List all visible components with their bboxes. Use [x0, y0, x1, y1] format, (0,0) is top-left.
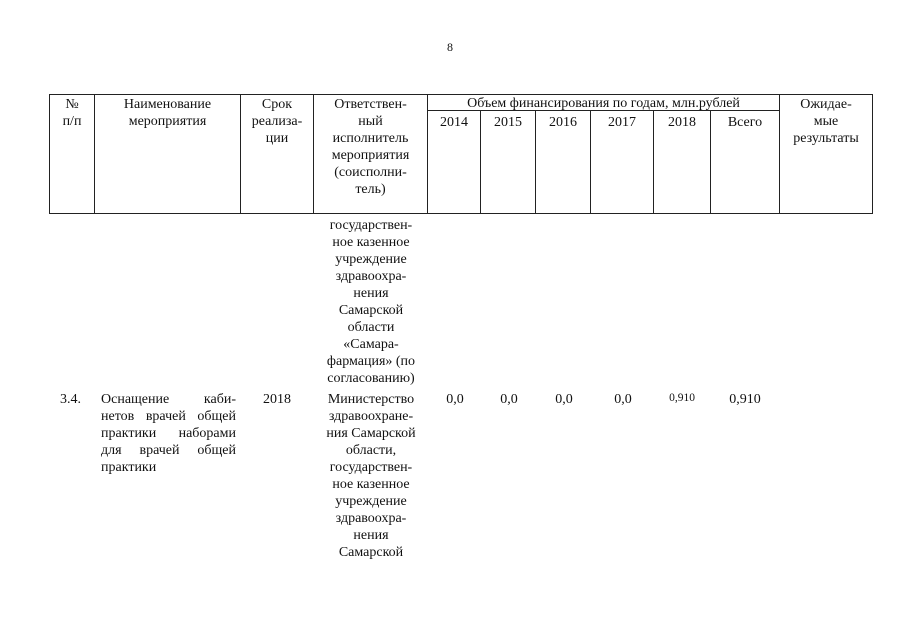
- text-line: практики: [101, 460, 157, 475]
- header-name-line: Наименование: [123, 97, 212, 112]
- header-funding-title: Объем финансирования по годам, млн.рублей: [467, 96, 740, 111]
- header-executor-line: мероприятия: [331, 148, 410, 163]
- text-line: здравоохра-: [335, 511, 407, 526]
- col-divider: [872, 94, 873, 214]
- text-line: ное казенное: [332, 477, 410, 492]
- value-2017: 0,0: [614, 392, 632, 407]
- header-name-line: мероприятия: [128, 114, 207, 129]
- text-line: Самарской: [338, 545, 404, 560]
- header-year-2017: 2017: [608, 115, 636, 130]
- text-line: практики наборами: [101, 426, 236, 441]
- text-line: нения: [353, 286, 389, 301]
- executor-continuation: [315, 217, 427, 387]
- text-line: для врачей общей: [101, 443, 236, 458]
- value-2015: 0,0: [500, 392, 518, 407]
- text-line: области,: [345, 443, 397, 458]
- text-line: учреждение: [335, 494, 407, 509]
- header-term-line: реализа-: [251, 114, 303, 129]
- header-term-line: ции: [265, 131, 289, 146]
- header-num: [50, 96, 94, 130]
- value-2016: 0,0: [555, 392, 573, 407]
- value-total: 0,910: [729, 392, 761, 407]
- row-number: 3.4.: [60, 392, 81, 407]
- text-line: учреждение: [335, 252, 407, 267]
- text-line: Министерство: [327, 392, 415, 407]
- header-results: [780, 96, 872, 147]
- header-year-2014: 2014: [440, 115, 468, 130]
- header-term: [241, 96, 313, 147]
- header-results-line: результаты: [793, 131, 859, 146]
- header-executor-line: исполнитель: [332, 131, 409, 146]
- page-number: 8: [447, 40, 453, 54]
- header-executor-line: тель): [355, 182, 386, 197]
- text-line: здравоохра-: [335, 269, 407, 284]
- value-2018: 0,910: [669, 392, 695, 404]
- text-line: Самарской: [338, 303, 404, 318]
- header-executor-line: Ответствен-: [334, 97, 407, 112]
- text-line: «Самара-: [343, 337, 399, 352]
- text-line: здравоохране-: [328, 409, 414, 424]
- text-line: Оснащение каби-: [101, 392, 236, 407]
- header-year-2018: 2018: [668, 115, 696, 130]
- header-results-line: Ожидае-: [800, 97, 852, 112]
- text-line: согласованию): [327, 371, 415, 386]
- row-name: [101, 391, 236, 476]
- header-executor: [314, 96, 427, 198]
- header-executor-line: ный: [358, 114, 383, 129]
- header-table: [49, 94, 873, 214]
- text-line: ное казенное: [332, 235, 410, 250]
- header-results-line: мые: [813, 114, 839, 129]
- text-line: фармация» (по: [326, 354, 416, 369]
- header-term-line: Срок: [261, 97, 293, 112]
- header-name: [95, 96, 240, 130]
- row-executor: [315, 391, 427, 561]
- text-line: государствен-: [329, 460, 413, 475]
- header-year-2015: 2015: [494, 115, 522, 130]
- text-line: области: [347, 320, 395, 335]
- table-bottom-border: [49, 213, 873, 214]
- text-line: ния Самарской: [326, 426, 416, 441]
- header-total: Всего: [727, 115, 763, 130]
- text-line: государствен-: [329, 218, 413, 233]
- header-num-line: №: [65, 97, 79, 112]
- col-divider: [427, 94, 428, 214]
- text-line: нетов врачей общей: [101, 409, 236, 424]
- header-executor-line: (соисполни-: [334, 165, 407, 180]
- text-line: нения: [353, 528, 389, 543]
- value-2014: 0,0: [446, 392, 464, 407]
- header-year-2016: 2016: [549, 115, 577, 130]
- row-term: 2018: [263, 392, 291, 407]
- header-num-line: п/п: [62, 114, 82, 129]
